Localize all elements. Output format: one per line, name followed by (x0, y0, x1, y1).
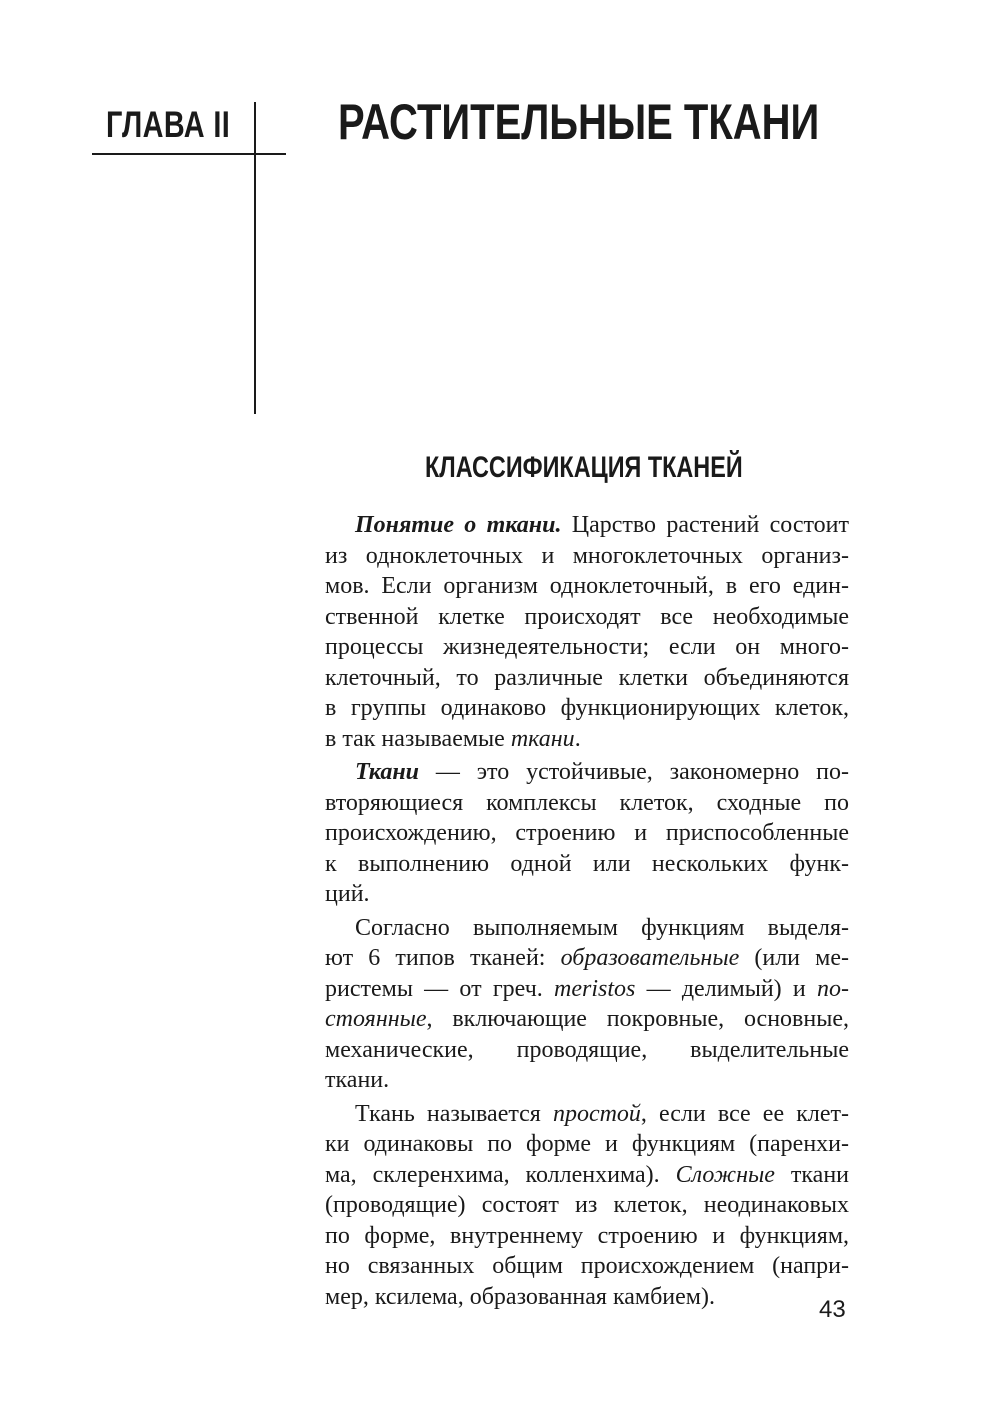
italic-term: meristos (554, 975, 636, 1002)
text-run: — делимый) и (635, 975, 817, 1002)
paragraph (325, 757, 849, 910)
text-line (325, 974, 849, 1005)
text-line (325, 1251, 849, 1282)
text-line (325, 693, 849, 724)
text-line (325, 757, 849, 788)
text-run: к выполнению одной или нескольких функ- (325, 850, 849, 877)
text-run: Согласно выполняемым функциям выделя- (355, 914, 849, 941)
text-run: в так называемые (325, 725, 511, 752)
text-run: из одноклеточных и многоклеточных организ- (325, 542, 849, 569)
text-line (325, 818, 849, 849)
chapter-title: РАСТИТЕЛЬНЫЕ ТКАНИ (338, 94, 820, 150)
bold-italic-term: Ткани (355, 759, 420, 785)
text-run: (проводящие) состоят из клеток, неодинаковых (325, 1192, 849, 1218)
chapter-vertical-rule (254, 102, 256, 414)
text-run: в группы одинаково функционирующих клеток, (325, 695, 849, 721)
text-run: мов. Если организм одноклеточный, в его един- (325, 573, 849, 599)
text-line (325, 571, 849, 602)
text-run: (или ме- (739, 945, 849, 971)
text-run: — это устойчивые, закономерно по- (419, 759, 849, 785)
text-run: вторяющиеся комплексы клеток, сходные по (325, 789, 849, 816)
paragraph (325, 1099, 849, 1313)
text-line (325, 788, 849, 819)
paragraph (325, 913, 849, 1096)
section-heading: КЛАССИФИКАЦИЯ ТКАНЕЙ (425, 451, 743, 484)
text-run: ственной клетке происходят все необходимые (325, 603, 849, 630)
text-run: Ткань называется (355, 1100, 553, 1127)
text-run: клеточный, то различные клетки объединяются (325, 664, 849, 691)
text-run: ки одинаковы по форме и функциям (паренхи- (325, 1131, 849, 1157)
page-number: 43 (819, 1296, 846, 1323)
text-run: ткани (774, 1161, 850, 1188)
text-line (325, 1221, 849, 1252)
body-text (325, 510, 849, 1315)
text-line (325, 724, 849, 755)
italic-term: по- (817, 975, 849, 1002)
text-line (325, 879, 849, 910)
bold-italic-term: Понятие о ткани. (355, 512, 562, 538)
chapter-horizontal-rule (92, 153, 286, 155)
text-line (325, 510, 849, 541)
text-line (325, 632, 849, 663)
text-run: по форме, внутреннему строению и функциям, (325, 1222, 849, 1249)
text-run: ма, склеренхима, колленхима). (325, 1161, 676, 1188)
text-run: Царство растений состоит (561, 512, 849, 538)
text-line (325, 1099, 849, 1130)
text-line (325, 943, 849, 974)
text-line (325, 663, 849, 694)
text-line (325, 1065, 849, 1096)
text-line (325, 913, 849, 944)
text-run: ристемы — от греч. (325, 975, 555, 1002)
text-line (325, 1282, 849, 1313)
text-line (325, 1035, 849, 1066)
italic-term: Сложные (675, 1161, 775, 1188)
text-run: ют 6 типов тканей: (325, 945, 561, 971)
italic-term: простой (552, 1100, 641, 1127)
text-run: , если все ее клет- (640, 1100, 849, 1127)
italic-term: образовательные (560, 945, 740, 971)
italic-term: ткани (510, 725, 575, 752)
text-run: ций. (325, 881, 370, 907)
paragraph (325, 510, 849, 754)
text-line (325, 541, 849, 572)
italic-term: стоянные (325, 1006, 427, 1032)
text-run: механические, проводящие, выделительные (325, 1036, 849, 1063)
text-line (325, 1160, 849, 1191)
text-line (325, 1190, 849, 1221)
text-run: ткани. (325, 1067, 390, 1093)
text-run: но связанных общим происхождением (напри- (325, 1253, 849, 1279)
text-run: происхождению, строению и приспособленные (325, 820, 849, 846)
text-run: мер, ксилема, образованная камбием). (325, 1283, 715, 1310)
text-line (325, 1004, 849, 1035)
chapter-label: ГЛАВА II (106, 104, 231, 145)
text-line (325, 602, 849, 633)
text-line (325, 849, 849, 880)
text-run: процессы жизнедеятельности; если он много- (325, 634, 849, 660)
text-line (325, 1129, 849, 1160)
text-run: . (574, 725, 581, 752)
text-run: , включающие покровные, основные, (426, 1006, 849, 1032)
